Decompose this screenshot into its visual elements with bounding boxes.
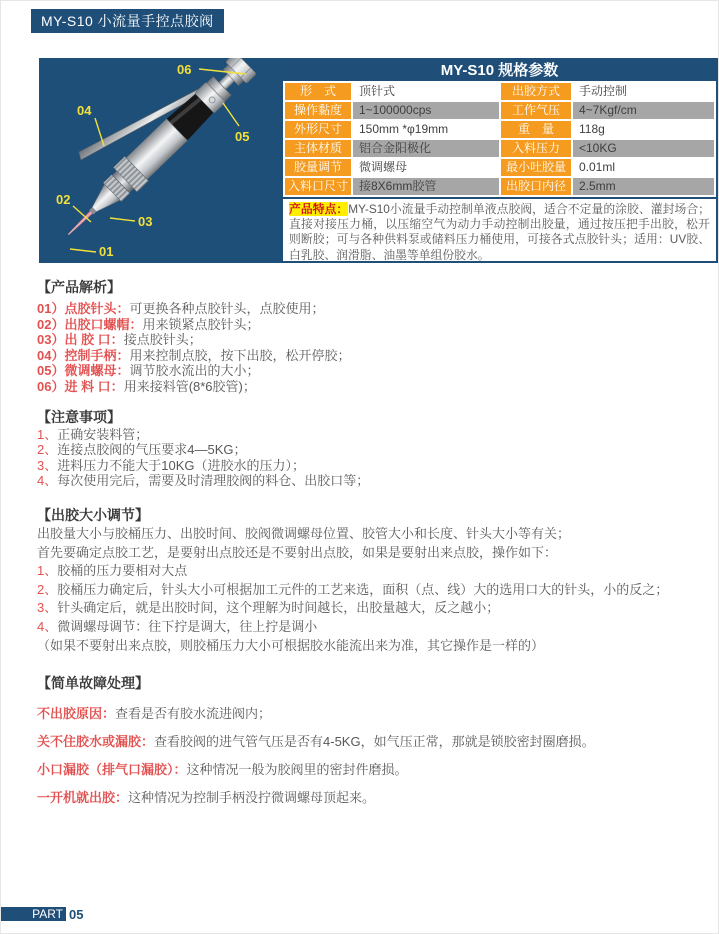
footer-part-number: 05 [69, 906, 84, 922]
spec-panel [281, 58, 718, 263]
content-row [39, 58, 718, 263]
callout-04: 04 [77, 103, 92, 118]
analysis-item: 06）进 料 口：用来接料管(8*6胶管)； [37, 378, 256, 394]
fault-item: 小口漏胶（排气口漏胶）：这种情况一般为胶阀里的密封件磨损。 [37, 762, 408, 778]
analysis-item: 03）出 胶 口：接点胶针头； [37, 332, 202, 348]
callout-03: 03 [138, 214, 153, 229]
adjust-item: 3、针头确定后，就是出胶时间，这个理解为时间越长，出胶量越大，反之越小； [37, 600, 500, 616]
spec-label: 重 量 [501, 121, 571, 138]
adjust-item: 2、胶桶压力确定后，针头大小可根据加工元件的工艺来选，面积（点、线）大的选用口大的针头，小的反之； [37, 581, 669, 597]
analysis-list [37, 301, 692, 395]
analysis-item: 01）点胶针头：可更换各种点胶针头，点胶使用； [37, 301, 325, 316]
sections [37, 277, 692, 805]
product-features [283, 197, 716, 263]
spec-value: 150mm *φ19mm [353, 121, 499, 138]
callout-05: 05 [235, 129, 250, 144]
spec-value: 顶针式 [353, 83, 499, 100]
spec-value: 接8X6mm胶管 [353, 178, 499, 195]
spec-label: 胶量调节 [285, 159, 351, 176]
faults-list [37, 706, 692, 805]
callout-06: 06 [177, 62, 192, 77]
spec-table [283, 81, 716, 197]
spec-value: 2.5mm [573, 178, 714, 195]
fault-item: 不出胶原因：查看是否有胶水流进阀内； [37, 706, 272, 722]
adjust-intro-1: 出胶量大小与胶桶压力、出胶时间、胶阀微调螺母位置、胶管大小和长度、针头大小等有关； [37, 525, 571, 541]
product-image-panel [39, 58, 281, 263]
fault-item: 一开机就出胶：这种情况为控制手柄没拧微调螺母顶起来。 [37, 790, 376, 806]
spec-label: 主体材质 [285, 140, 351, 157]
spec-value: 1~100000cps [353, 102, 499, 119]
spec-label: 入料口尺寸 [285, 178, 351, 195]
note-item: 3、进料压力不能大于10KG（进胶水的压力）； [37, 457, 305, 473]
notes-heading: 【注意事项】 [37, 408, 121, 425]
page-footer [1, 907, 83, 921]
spec-value: 118g [573, 121, 714, 138]
analysis-item: 02）出胶口螺帽：用来锁紧点胶针头； [37, 316, 260, 332]
adjust-item: 1、胶桶的压力要相对大点 [37, 563, 188, 579]
analysis-item: 05）微调螺母：调节胶水流出的大小； [37, 363, 260, 379]
callout-02: 02 [56, 192, 71, 207]
faults-heading: 【简单故障处理】 [37, 675, 149, 692]
spec-value: 0.01ml [573, 159, 714, 176]
analysis-heading: 【产品解析】 [37, 279, 121, 295]
spec-value: <10KG [573, 140, 714, 157]
footer-part-label: PART [1, 907, 66, 921]
spec-label: 入料压力 [501, 140, 571, 157]
callout-01: 01 [99, 244, 114, 259]
spec-table-title: MY-S10 规格参数 [283, 60, 716, 81]
spec-value: 手动控制 [573, 83, 714, 100]
spec-label: 出胶口内径 [501, 178, 571, 195]
fault-item: 关不住胶水或漏胶：查看胶阀的进气管气压是否有4-5KG，如气压正常，那就是锁胶密封圈磨损。 [37, 734, 595, 750]
adjust-item: 4、微调螺母调节：往下拧是调大，往上拧是调小 [37, 618, 318, 634]
spec-label: 操作黏度 [285, 102, 351, 119]
note-item: 1、正确安装料管； [37, 426, 149, 442]
spec-label: 最小吐胶量 [501, 159, 571, 176]
adjust-intro-2: 首先要确定点胶工艺，是要射出点胶还是不要射出点胶，如果是要射出来点胶，操作如下： [37, 544, 558, 560]
spec-label: 形 式 [285, 83, 351, 100]
spec-value: 铝合金阳极化 [353, 140, 499, 157]
spec-label: 外形尺寸 [285, 121, 351, 138]
features-text: MY-S10小流量手动控制单液点胶阀，适合不定量的涂胶、灌封场合；直接对接压力桶，以压缩空气为动力手动控制出胶量，通过按压把手出胶，松开则断胶；可与各种供料泵或储料压力桶使用，可接各式点胶针头；适用：UV胶、白乳胶、润滑脂、油墨等单组份胶水。 [289, 202, 710, 262]
spec-value: 微调螺母 [353, 159, 499, 176]
adjust-outro: （如果不要射出来点胶，则胶桶压力大小可根据胶水能流出来为准，其它操作是一样的） [37, 637, 545, 653]
adjust-heading: 【出胶大小调节】 [37, 506, 149, 523]
features-label: 产品特点： [289, 202, 349, 216]
spec-label: 出胶方式 [501, 83, 571, 100]
notes-list [37, 427, 692, 489]
note-item: 4、每次使用完后，需要及时清理胶阀的料仓、出胶口等； [37, 473, 370, 489]
note-item: 2、连接点胶阀的气压要求4—5KG； [37, 442, 247, 458]
dispensing-valve-illustration [39, 58, 281, 263]
analysis-item: 04）控制手柄：用来控制点胶，按下出胶，松开停胶； [37, 347, 351, 363]
spec-label: 工作气压 [501, 102, 571, 119]
spec-value: 4~7Kgf/cm [573, 102, 714, 119]
dispensing-needle [67, 211, 93, 236]
page-title: MY-S10 小流量手控点胶阀 [31, 9, 224, 33]
adjust-body [37, 525, 692, 655]
